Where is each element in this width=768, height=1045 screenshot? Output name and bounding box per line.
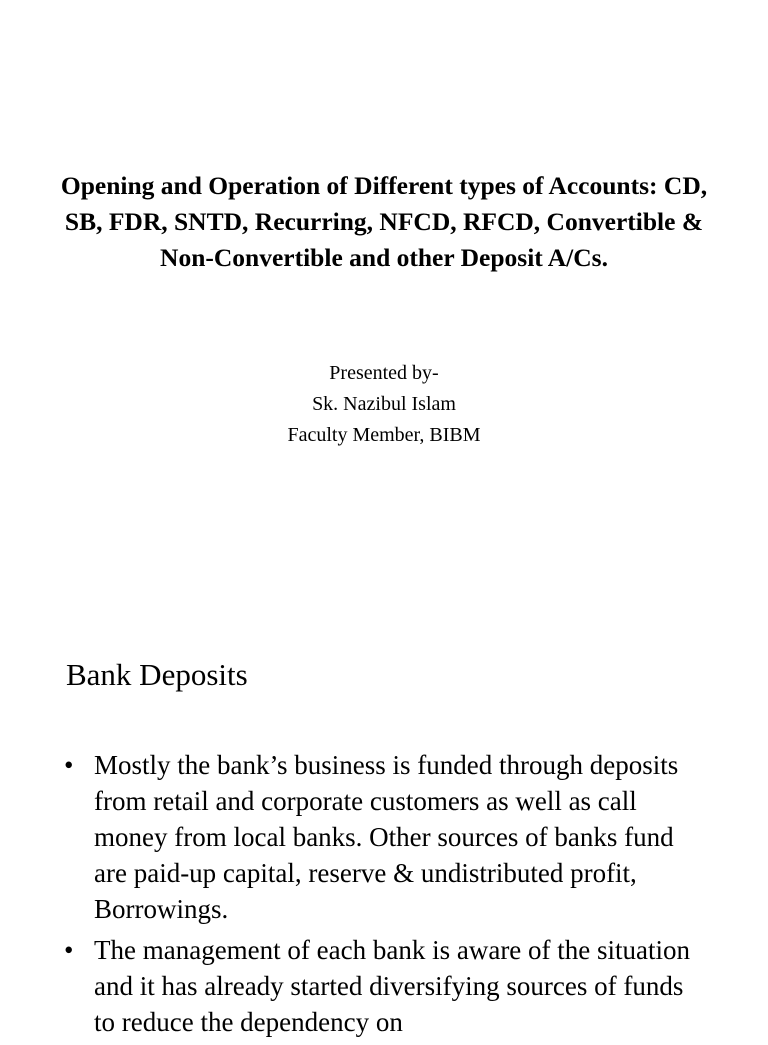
presenter-name: Sk. Nazibul Islam [312, 393, 456, 415]
bullet-text: Mostly the bank’s business is funded through deposits from retail and corporate customers as well as call money from local banks. Other sources of banks fund are paid-up capital, reserve & undistributed profit, Borrowings. [94, 750, 679, 924]
presenter-role: Faculty Member, BIBM [287, 424, 481, 446]
slide-title: Opening and Operation of Different types of Accounts: CD, SB, FDR, SNTD, Recurring, NFCD, RFCD, Convertible & Non-Convertible and other Deposit A/Cs. [60, 171, 708, 272]
bullet-marker: • [64, 750, 74, 780]
presenter-label: Presented by- [329, 362, 439, 384]
bullet-list [64, 747, 704, 1045]
bullet-text: The management of each bank is aware of the situation and it has already started diversifying sources of funds to reduce the dependency on [94, 935, 691, 1037]
bullet-marker: • [64, 935, 74, 965]
bullet-item [64, 747, 704, 927]
presenter-block [0, 358, 768, 451]
section-heading: Bank Deposits [66, 657, 248, 692]
